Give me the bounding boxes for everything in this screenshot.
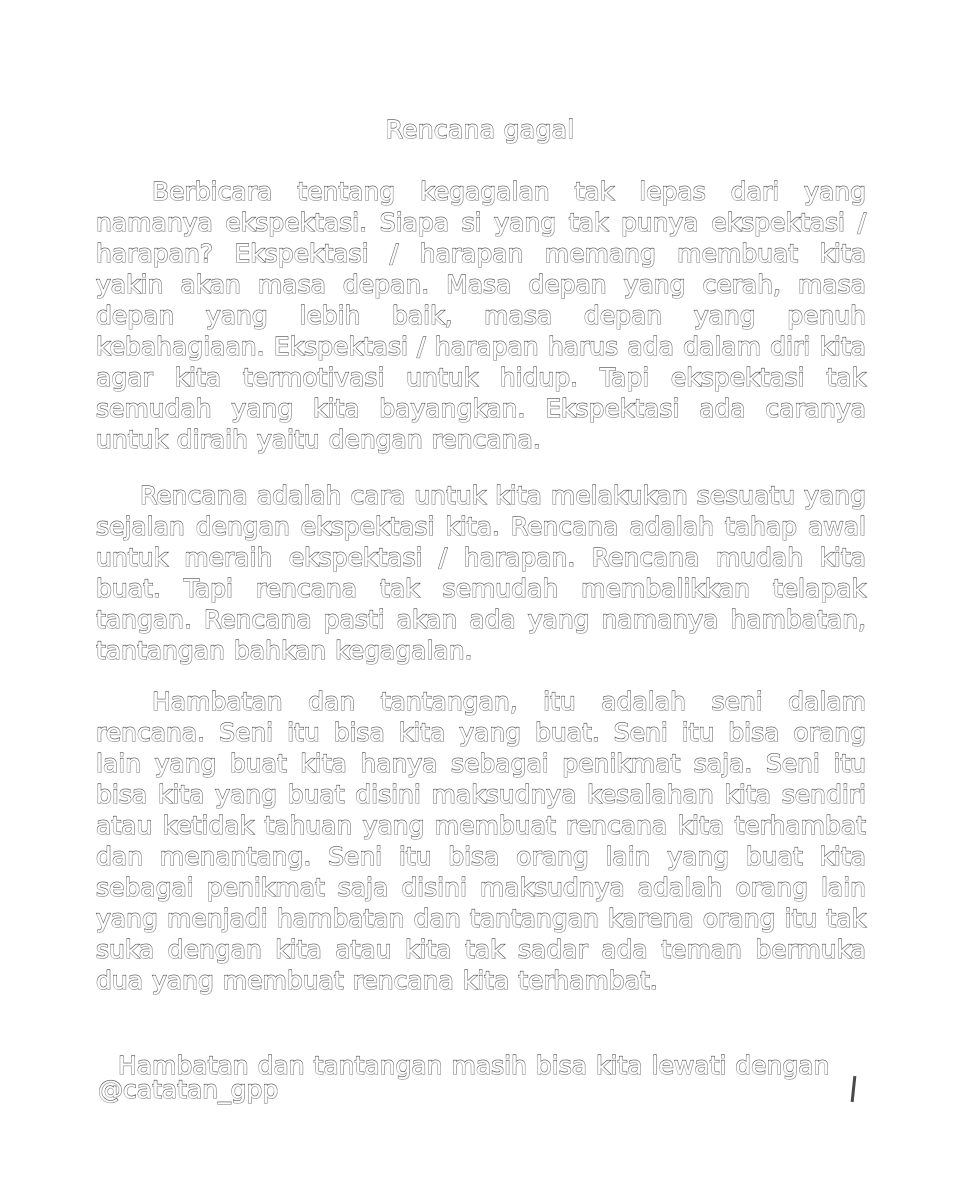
paragraph-2: Rencana adalah cara untuk kita melakukan sesuatu yang sejalan dengan ekspektasi kita. Rencana adalah tahap awal untuk meraih ekspektasi / harapan. Rencana mudah kita buat. Tapi rencana tak semudah membalikkan telapak tangan. Rencana pasti akan ada yang namanya hambatan, tantangan bahkan kegagalan. — [96, 481, 866, 665]
author-handle: @catatan_gpp — [98, 1075, 279, 1104]
paragraph-1: Berbicara tentang kegagalan tak lepas dari yang namanya ekspektasi. Siapa si yang tak punya ekspektasi / harapan? Ekspektasi / harapan memang membuat kita yakin akan masa depan. Masa depan yang cerah, masa depan yang lebih baik, masa depan yang penuh kebahagiaan. Ekspektasi / harapan harus ada dalam diri kita agar kita termotivasi untuk hidup. Tapi ekspektasi tak semudah yang kita bayangkan. Ekspektasi ada caranya untuk diraih yaitu dengan rencana. — [96, 177, 866, 454]
paragraph-3: Hambatan dan tantangan, itu adalah seni dalam rencana. Seni itu bisa kita yang buat. Seni itu bisa orang lain yang buat kita hanya sebagai penikmat saja. Seni itu bisa kita yang buat disini maksudnya kesalahan kita sendiri atau ketidak tahuan yang membuat rencana kita terhambat dan menantang. Seni itu bisa orang lain yang buat kita sebagai penikmat saja disini maksudnya adalah orang lain yang menjadi hambatan dan tantangan karena orang itu tak suka dengan kita atau kita tak sadar ada teman bermuka dua yang membuat rencana kita terhambat. — [96, 687, 866, 995]
document-title: Rencana gagal — [385, 115, 575, 144]
paragraph-4: Hambatan dan tantangan masih bisa kita lewati dengan — [118, 1051, 830, 1080]
